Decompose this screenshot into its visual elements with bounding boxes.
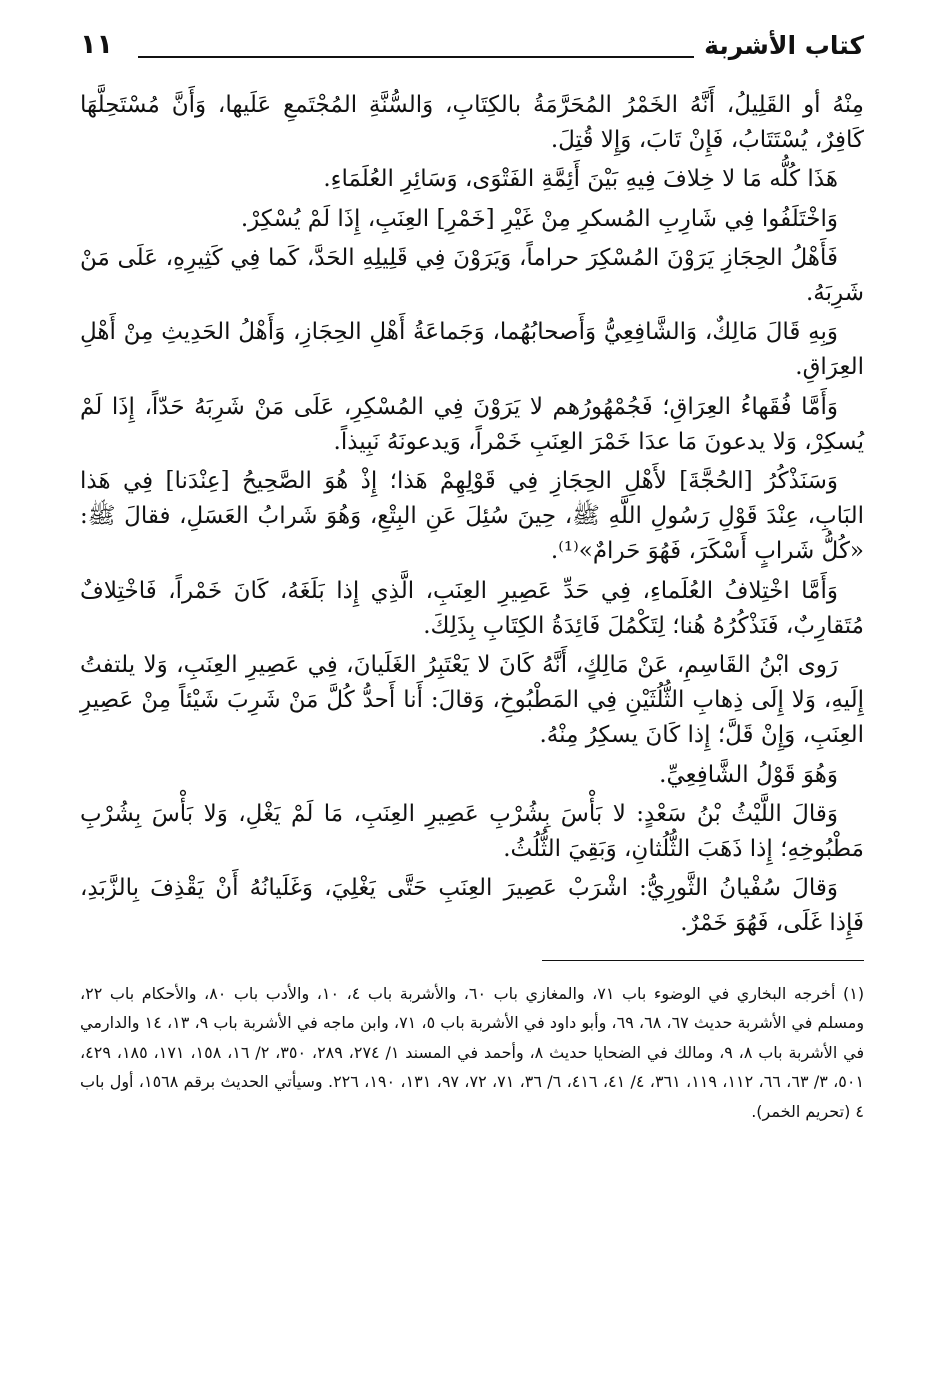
header-rule	[138, 56, 694, 58]
paragraph: وَقالَ سُفْيانُ الثَّورِيُّ: اشْرَبْ عَصِيرَ العِنَبِ حَتَّى يَغْلِيَ، وَغَلَيانُهُ أَنْ يَقْذِفَ بِالزَّبَدِ، فَإِذا غَلَى، فَهُوَ خَمْرٌ.	[80, 875, 864, 937]
running-header	[80, 28, 864, 70]
page-number: ١١	[80, 29, 113, 60]
paragraph: فَأَهْلُ الحِجَازِ يَرَوْنَ المُسْكِرَ حراماً، وَيَرَوْنَ فِي قَلِيلِهِ الحَدَّ، كَما فِي كَثِيرِهِ، عَلَى مَنْ شَرِبَهُ.	[80, 244, 864, 307]
paragraph: وَبِهِ قَالَ مَالِكٌ، وَالشَّافِعِيُّ وَأَصحابُهُما، وَجَماعَةُ أَهْلِ الحِجَازِ، وَأَهْلُ الحَدِيثِ مِنْ أَهْلِ العِرَاقِ.	[80, 319, 864, 381]
book-page	[80, 28, 864, 1368]
paragraph: وَهُوَ قَوْلُ الشَّافِعِيِّ.	[659, 761, 838, 788]
paragraph: وَاخْتَلَفُوا فِي شَارِبِ المُسكرِ مِنْ غَيْرِ [خَمْرِ] العِنَبِ، إِذَا لَمْ يُسْكِرْ.	[240, 205, 838, 232]
paragraph: وَأَمَّا اخْتِلافُ العُلَماءِ، فِي حَدِّ عَصِيرِ العِنَبِ، الَّذِي إِذا بَلَغَهُ، كَانَ خَمْراً، فَاخْتِلافٌ مُتَقارِبٌ، فَنَذْكُرُهُ هُنا؛ لِتَكْمُلَ فَائِدَةُ الكِتَابِ بِذَلِكَ.	[80, 577, 864, 639]
footnote-separator	[542, 960, 864, 961]
paragraph: وَسَنَذْكُرُ [الحُجَّةَ] لأَهْلِ الحِجَازِ فِي قَوْلِهِمْ هَذا؛ إِذْ هُوَ الصَّحِيحُ [عِنْدَنا] فِي هَذا البَابِ، عِنْدَ قَوْلِ رَسُولِ اللَّهِ ﷺ، حِينَ سُئِلَ عَنِ البِتْعِ، وَهُوَ شَرابُ العَسَلِ، فقالَ ﷺ: «كُلُّ شَرابٍ أَسْكَرَ، فَهُوَ حَرامٌ»⁽¹⁾.	[80, 468, 864, 565]
footnote: (١) أخرجه البخاري في الوضوء باب ٧١، والمغازي باب ٦٠، والأشربة باب ٤، ١٠، والأدب باب ٨٠، والأحكام باب ٢٢، ومسلم في الأشربة حديث ٦٧، ٦٨، ٦٩، وأبو داود في الأشربة باب ٥، ٧١، وابن ماجه في الأشربة باب ٩، ١٣، ١٤ والدارمي في الأشربة باب ٨، ٩، ومالك في الضحايا حديث ٨، وأحمد في المسند ١/ ٢٧٤، ٢٨٩، ٣٥٠، ٢/ ١٦، ١٥٨، ١٧١، ١٨٥، ٤٢٩، ٥٠١، ٣/ ٦٣، ٦٦، ١١٢، ١١٩، ٣٦١، ٤/ ٤١، ٤١٦، ٦/ ٣٦، ٧١، ٧٢، ٩٧، ١٣١، ١٩٠، ٢٢٦. وسيأتي الحديث برقم ١٥٦٨، أول باب ٤ (تحريم الخمر).	[80, 983, 865, 1121]
main-text	[80, 88, 864, 942]
paragraph: رَوى ابْنُ القَاسِمِ، عَنْ مَالِكٍ، أَنَّهُ كَانَ لا يَعْتَبِرُ الغَلَيانَ، فِي عَصِيرِ العِنَبِ، وَلا يلتفتُ إِلَيهِ، وَلا إِلَى ذِهابِ الثُّلُثَيْنِ فِي المَطْبُوخِ، وَقالَ: أَنا أَحدُّ كُلَّ مَنْ شَرِبَ شَيْئاً مِنْ عَصِيرِ العِنَبِ، وَإِنْ قَلَّ؛ إِذا كَانَ يسكِرُ مِنْهُ.	[80, 652, 864, 749]
paragraph: وَأَمَّا فُقَهاءُ العِرَاقِ؛ فَجُمْهُورُهم لا يَرَوْنَ فِي المُسْكِرِ، عَلَى مَنْ شَرِبَهُ حَدّاً، إِذَا لَمْ يُسكِرْ، وَلا يدعونَ مَا عدَا خَمْرَ العِنَبِ خَمْراً، وَيدعونَهُ نَبِيذاً.	[80, 393, 864, 455]
paragraph: وَقالَ اللَّيْثُ بْنُ سَعْدٍ: لا بَأْسَ بِشُرْبِ عَصِيرِ العِنَبِ، مَا لَمْ يَغْلِ، وَلا بَأْسَ بِشُرْبِ مَطْبُوخِهِ؛ إِذا ذَهَبَ الثُّلُثانِ، وَبَقِيَ الثُّلُثُ.	[80, 800, 864, 863]
paragraph: هَذَا كُلُّه مَا لا خِلافَ فِيهِ بَيْنَ أَئِمَّةِ الفَتْوَى، وَسَائِرِ العُلَمَاءِ.	[323, 166, 838, 193]
chapter-title: كتاب الأشربة	[704, 31, 864, 60]
paragraph: مِنْهُ أو القَلِيلُ، أَنَّهُ الخَمْرُ المُحَرَّمَةُ بالكِتَابِ، وَالسُّنَّةِ المُجْتَمعِ عَلَيها، وَأَنَّ مُسْتَحِلَّهَا كَافِرٌ، يُسْتَتَابُ، فَإِنْ تَابَ، وَإِلا قُتِلَ.	[80, 92, 864, 154]
